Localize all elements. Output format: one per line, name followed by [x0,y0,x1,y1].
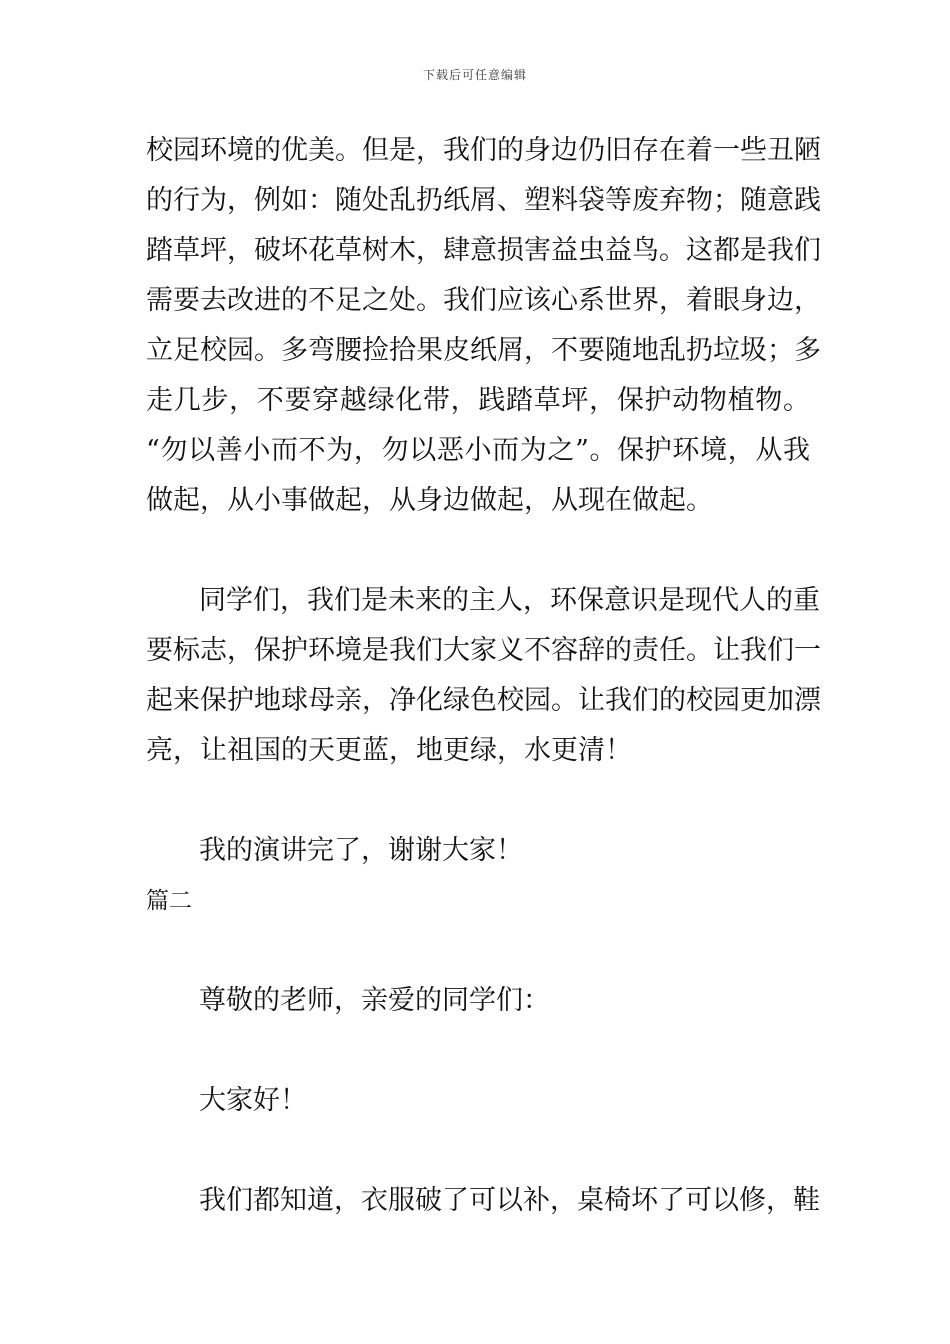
paragraph-line: 做起，从小事做起，从身边做起，从现在做起。 [146,485,713,516]
paragraph-line: 踏草坪，破坏花草树木，肆意损害益虫益鸟。这都是我们 [146,235,821,266]
paragraph-line: “勿以善小而不为，勿以恶小而为之”。保护环境，从我 [146,435,810,466]
page-header-note: 下载后可任意编辑 [422,68,527,82]
paragraph-gap [146,926,810,976]
paragraph-line: 校园环境的优美。但是，我们的身边仍旧存在着一些丑陋 [146,135,821,166]
paragraph-line: 起来保护地球母亲，净化绿色校园。让我们的校园更加漂 [146,685,821,716]
paragraph-gap [146,1026,810,1076]
closing-line: 我的演讲完了，谢谢大家！ [199,835,523,866]
section-heading: 篇二 [146,888,192,914]
paragraph-line: 同学们，我们是未来的主人，环保意识是现代人的重 [199,585,820,616]
paragraph-line: 立足校园。多弯腰捡拾果皮纸屑，不要随地乱扔垃圾；多 [146,335,821,366]
paragraph-line: 亮，让祖国的天更蓝，地更绿，水更清！ [146,735,632,766]
paragraph-line: 走几步，不要穿越绿化带，践踏草坪，保护动物植物。 [146,385,810,416]
paragraph-gap [146,1126,810,1176]
paragraph-line: 要标志，保护环境是我们大家义不容辞的责任。让我们一 [146,635,821,666]
paragraph-line: 需要去改进的不足之处。我们应该心系世界，着眼身边， [146,285,821,316]
paragraph-line: 的行为，例如：随处乱扔纸屑、塑料袋等废弃物；随意践 [146,185,821,216]
paragraph-line: 我们都知道，衣服破了可以补，桌椅坏了可以修，鞋 [199,1185,820,1216]
document-body [146,126,821,1226]
salutation-line: 尊敬的老师，亲爱的同学们： [199,985,550,1016]
paragraph-gap [146,526,810,576]
greeting-line: 大家好！ [199,1085,307,1116]
paragraph-gap [146,776,810,826]
